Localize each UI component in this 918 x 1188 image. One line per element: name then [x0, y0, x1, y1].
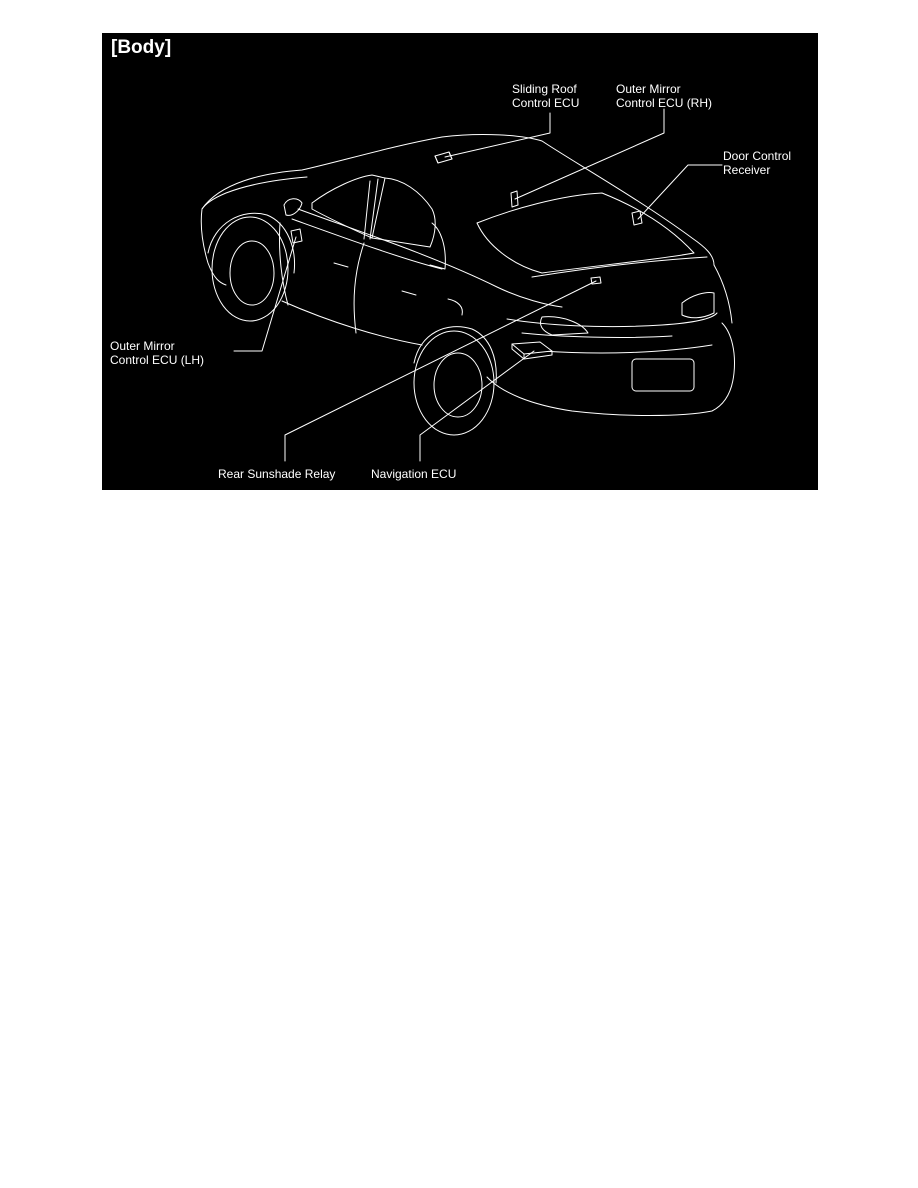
tail-lights [540, 292, 714, 335]
component-sliding-roof-ecu [435, 152, 452, 163]
door-lines [279, 223, 462, 333]
label-outer-mirror-rh: Outer Mirror Control ECU (RH) [616, 82, 713, 110]
component-door-control-receiver [632, 211, 642, 225]
rear-wheel [414, 327, 496, 435]
leader-door-control-receiver [638, 165, 722, 219]
component-navigation-ecu [512, 342, 552, 359]
leader-outer-mirror-rh [515, 109, 664, 199]
label-sliding-roof-ecu: Sliding Roof Control ECU [512, 82, 580, 110]
side-windows [312, 175, 445, 269]
label-door-control-receiver: Door Control Receiver [723, 149, 792, 177]
leader-navigation-ecu [420, 351, 534, 461]
leader-rear-sunshade-relay [285, 281, 596, 461]
front-wheel [208, 213, 295, 321]
component-outer-mirror-lh-ecu [291, 229, 302, 243]
label-outer-mirror-lh: Outer Mirror Control ECU (LH) [110, 339, 205, 367]
callout-leaders [234, 109, 722, 461]
car-body-outline [201, 134, 734, 415]
license-plate [632, 359, 694, 391]
section-title: [Body] [111, 37, 172, 58]
label-rear-sunshade-relay: Rear Sunshade Relay [218, 467, 336, 481]
rear-window-and-trunk [477, 193, 717, 353]
side-mirror-lh [284, 199, 302, 216]
label-navigation-ecu: Navigation ECU [371, 467, 457, 481]
body-components-diagram [102, 33, 818, 490]
